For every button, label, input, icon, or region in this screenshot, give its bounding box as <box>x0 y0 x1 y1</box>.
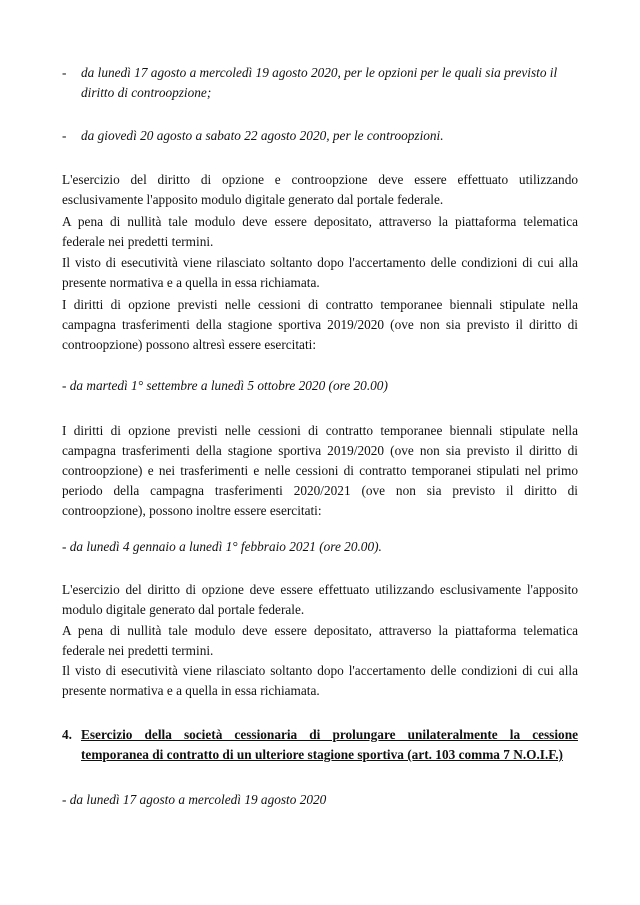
paragraph-biennial-options: I diritti di opzione previsti nelle cessioni di contratto temporanee biennali stipulate nella campagna trasferimenti della stagione sportiva 2019/2020 (ove non sia previsto il diritto di controopzione) possono altresì essere esercitati: <box>62 297 578 352</box>
section-number: 4. <box>62 727 72 742</box>
dash-marker: - <box>62 128 67 143</box>
paragraph-option-exercise-2: L'esercizio del diritto di opzione deve essere effettuato utilizzando esclusivamente l'apposito modulo digitale generato dal portale federale. <box>62 582 578 617</box>
paragraph-visto: Il visto di esecutività viene rilasciato soltanto dopo l'accertamento delle condizioni di cui alla presente normativa e a quella in essa richiamata. <box>62 255 578 290</box>
section-title: Esercizio della società cessionaria di prolungare unilateralmente la cessione temporanea di contratto di un ulteriore stagione sportiva (art. 103 comma 7 N.O.I.F.) <box>81 727 578 762</box>
section-4-heading <box>62 725 578 765</box>
dash-marker: - <box>62 65 67 80</box>
paragraph-visto-2: Il visto di esecutività viene rilasciato soltanto dopo l'accertamento delle condizioni di cui alla presente normativa e a quella in essa richiamata. <box>62 663 578 698</box>
date-range-january: - da lunedì 4 gennaio a lunedì 1° febbraio 2021 (ore 20.00). <box>62 539 382 554</box>
dash-item-option-period <box>62 63 582 103</box>
date-range-august: - da lunedì 17 agosto a mercoledì 19 agosto 2020 <box>62 792 327 807</box>
paragraph-nullity-2: A pena di nullità tale modulo deve essere depositato, attraverso la piattaforma telematica federale nei predetti termini. <box>62 623 578 658</box>
dash-item-text: da giovedì 20 agosto a sabato 22 agosto 2020, per le controopzioni. <box>81 128 444 143</box>
date-range-september: - da martedì 1° settembre a lunedì 5 ottobre 2020 (ore 20.00) <box>62 378 388 393</box>
paragraph-nullity: A pena di nullità tale modulo deve essere depositato, attraverso la piattaforma telematica federale nei predetti termini. <box>62 214 578 249</box>
paragraph-biennial-options-second: I diritti di opzione previsti nelle cessioni di contratto temporanee biennali stipulate nella campagna trasferimenti della stagione sportiva 2019/2020 (ove non sia previsto il diritto di controopzione) e nei trasferimenti e nelle cessioni di contratto temporanei stipulati nel primo periodo della campagna trasferimenti 2020/2021 (ove non sia previsto il diritto di controopzione), possono inoltre essere esercitati: <box>62 423 578 518</box>
dash-item-text: da lunedì 17 agosto a mercoledì 19 agosto 2020, per le opzioni per le quali sia previsto il diritto di controopzione; <box>81 65 558 100</box>
paragraph-option-exercise: L'esercizio del diritto di opzione e controopzione deve essere effettuato utilizzando esclusivamente l'apposito modulo digitale generato dal portale federale. <box>62 172 578 207</box>
dash-item-counteroption-period <box>62 126 582 146</box>
